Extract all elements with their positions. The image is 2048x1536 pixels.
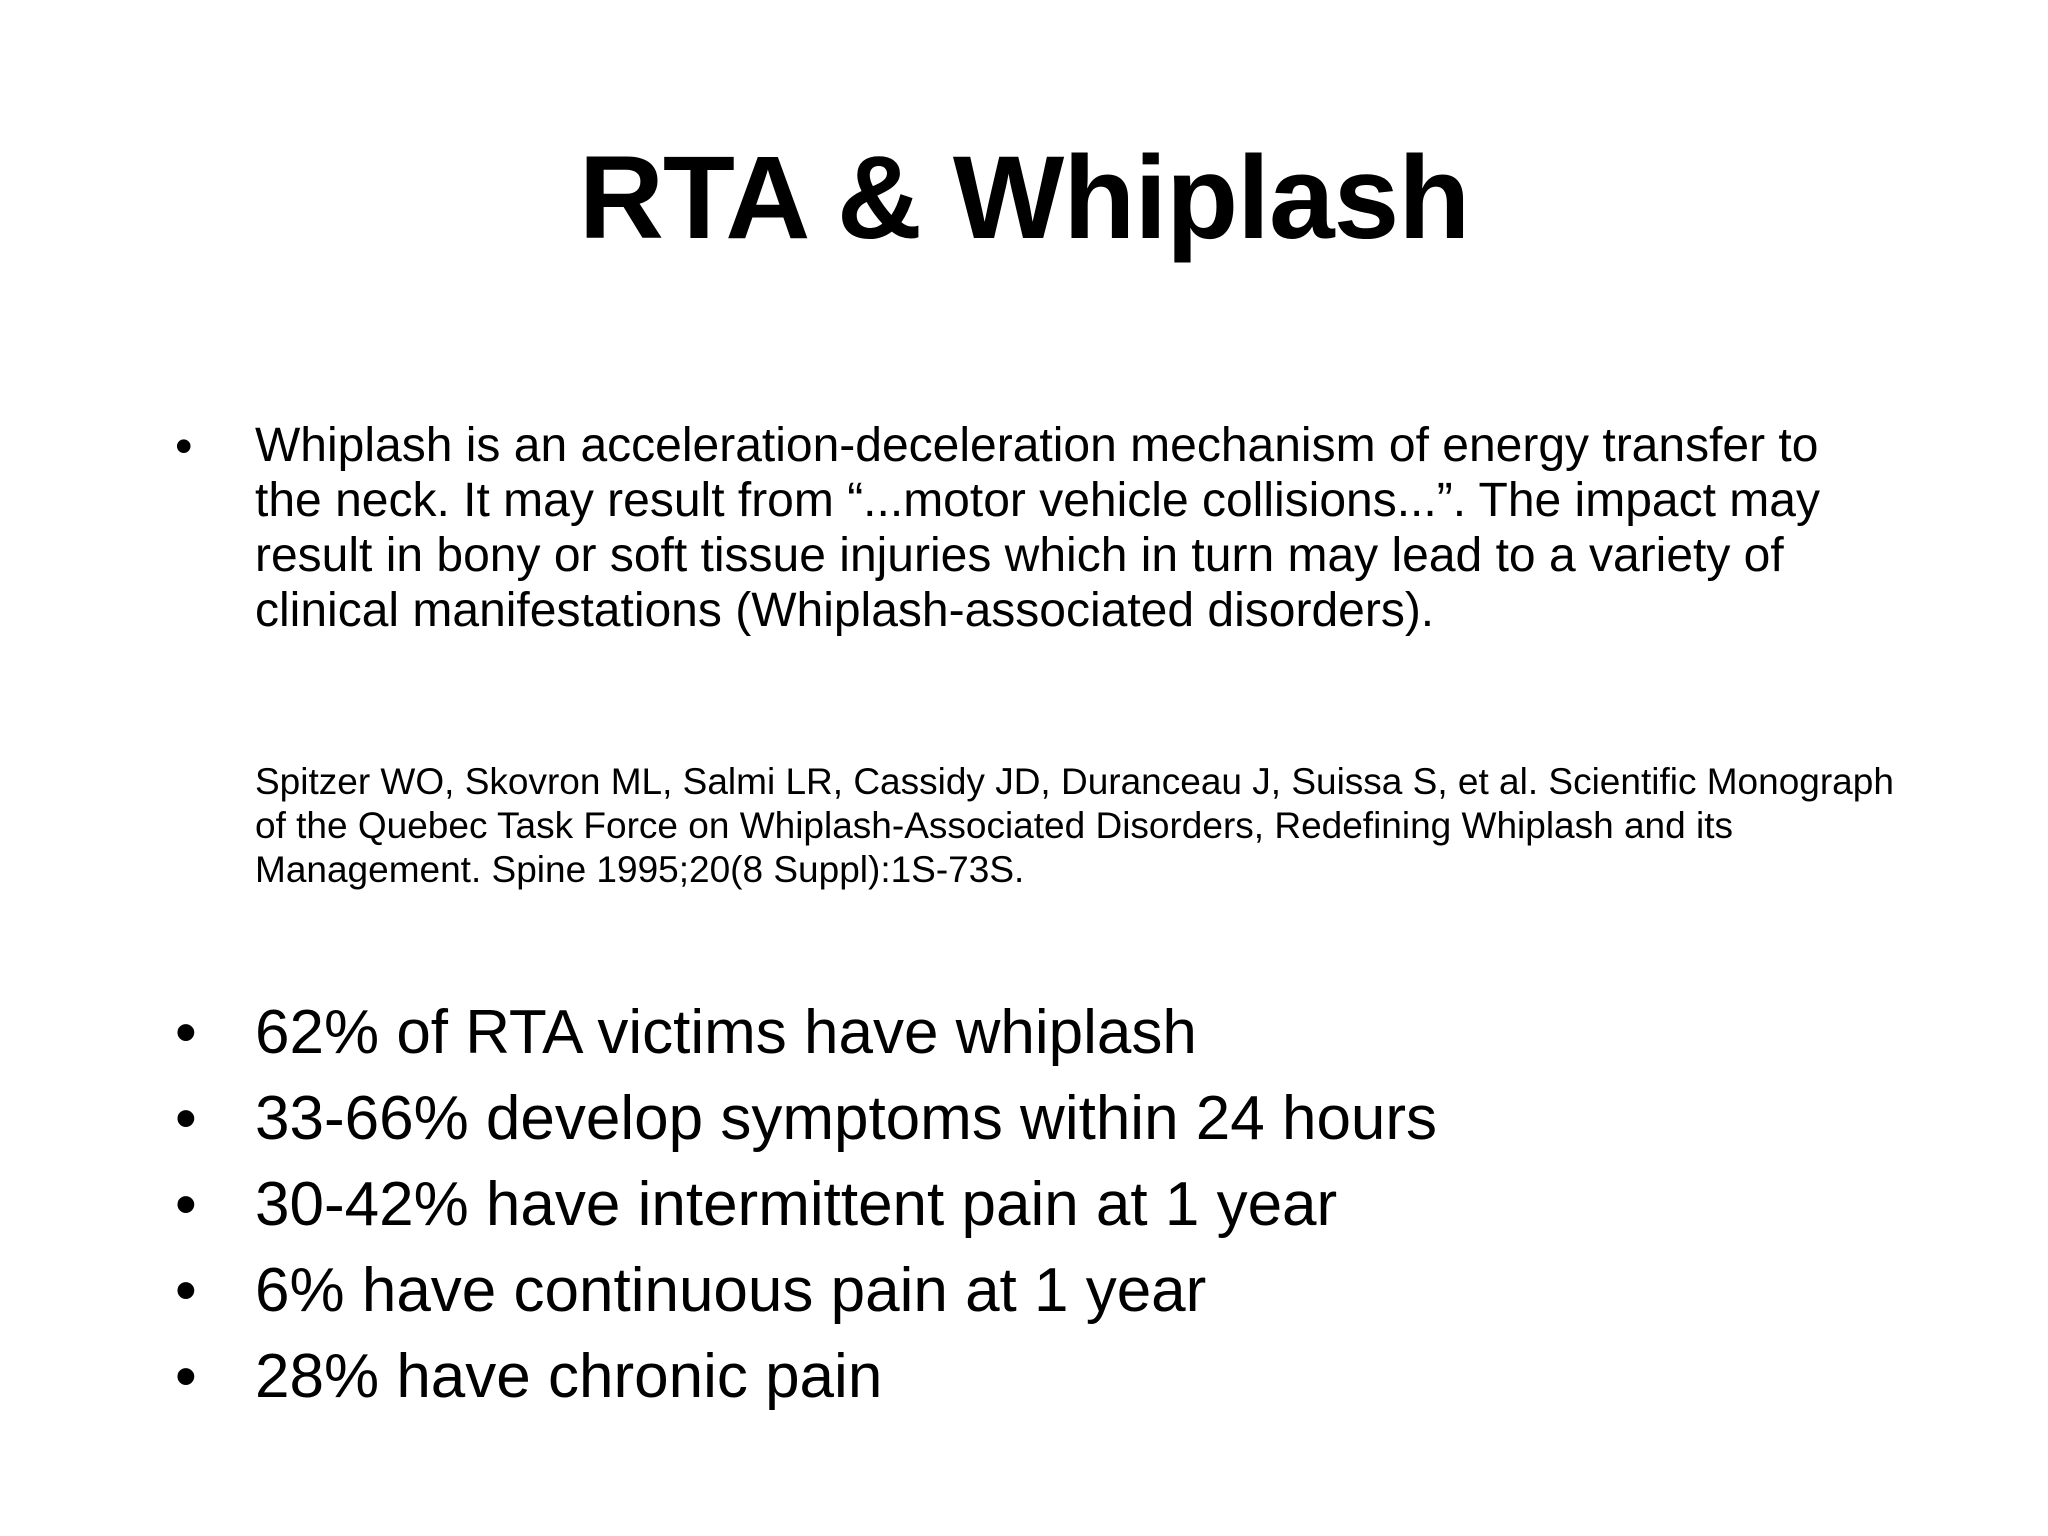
- intro-bullet-row: [175, 418, 1915, 638]
- stat-text: 62% of RTA victims have whiplash: [255, 998, 1197, 1067]
- intro-text: Whiplash is an acceleration-deceleration mechanism of energy transfer to the neck. It may result from “...motor vehicle collisions...”. The impact may result in bony or soft tissue injuries which in turn may lead to a variety of clinical manifestations (Whiplash-associated disorders).: [255, 419, 1820, 637]
- stat-text: 6% have continuous pain at 1 year: [255, 1256, 1207, 1325]
- slide-title: RTA & Whiplash: [578, 132, 1470, 264]
- list-item: [175, 1334, 1915, 1420]
- list-item: [175, 990, 1915, 1076]
- list-item: [175, 1248, 1915, 1334]
- stat-text: 28% have chronic pain: [255, 1342, 883, 1411]
- bullet-icon: •: [175, 1342, 197, 1411]
- bullet-icon: •: [175, 1256, 197, 1325]
- citation: Spitzer WO, Skovron ML, Salmi LR, Cassidy JD, Duranceau J, Suissa S, et al. Scientific Monograph of the Quebec Task Force on Whiplash-Associated Disorders, Redefining Whiplash and its Management. Spine 1995;20(8 Suppl):1S-73S.: [255, 761, 1894, 890]
- intro-bullet: [175, 418, 1915, 638]
- stat-text: 33-66% develop symptoms within 24 hours: [255, 1084, 1438, 1153]
- bullet-icon: •: [175, 1084, 197, 1153]
- list-item: [175, 1162, 1915, 1248]
- bullet-icon: •: [175, 998, 197, 1067]
- list-item: [175, 1076, 1915, 1162]
- stats-list: [175, 990, 1915, 1420]
- bullet-icon: •: [175, 1170, 197, 1239]
- bullet-icon: •: [175, 418, 193, 474]
- stat-text: 30-42% have intermittent pain at 1 year: [255, 1170, 1338, 1239]
